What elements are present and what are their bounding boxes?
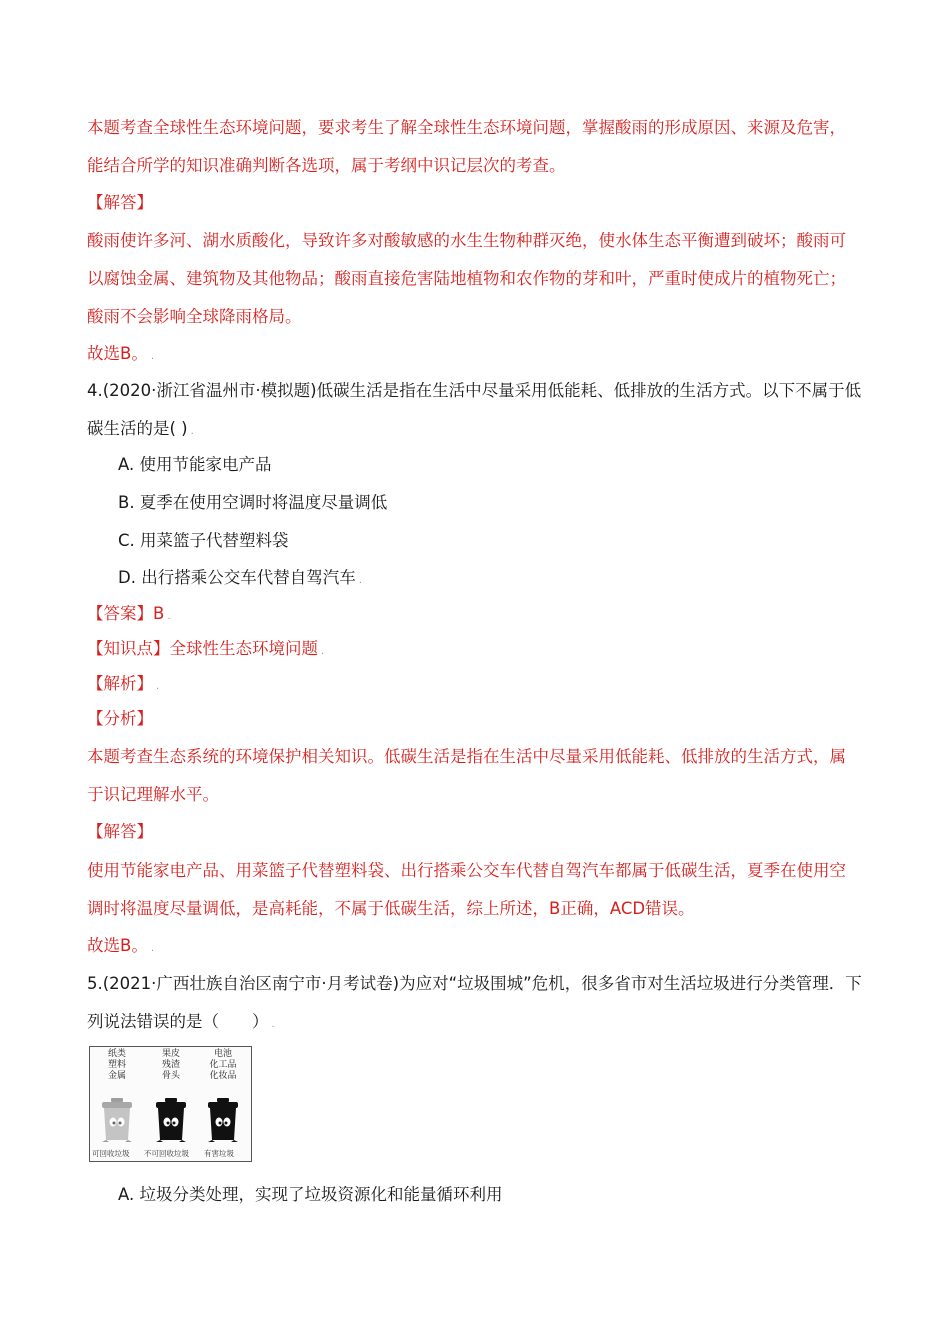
q4-analysis-label: 【分析】 bbox=[87, 709, 153, 728]
q4-explain-label: 【解析】 . bbox=[87, 674, 160, 693]
edit-mark-icon: . bbox=[156, 681, 160, 692]
q4-option-b: B. 夏季在使用空调时将温度尽量调低 bbox=[118, 493, 388, 512]
q4-answer: 【答案】B . bbox=[87, 604, 171, 623]
analysis-line: 本题考查全球性生态环境问题，要求考生了解全球性生态环境问题，掌握酸雨的形成原因、来源及危害， bbox=[87, 118, 846, 137]
bin-labels: 电池 化工品 化妆品 bbox=[209, 1049, 237, 1081]
q4-solve-line: 调时将温度尽量调低，是高耗能，不属于低碳生活，综上所述，B正确，ACD错误。 bbox=[87, 899, 695, 918]
bin-labels: 果皮 残渣 骨头 bbox=[161, 1049, 180, 1081]
garbage-bins-figure bbox=[89, 1046, 252, 1162]
q4-conclusion: 故选B。 . bbox=[87, 936, 155, 955]
q5-option-a: A. 垃圾分类处理，实现了垃圾资源化和能量循环利用 bbox=[118, 1185, 503, 1204]
recyclable-bin-icon bbox=[99, 1097, 135, 1143]
answer-line: 以腐蚀金属、建筑物及其他物品；酸雨直接危害陆地植物和农作物的芽和叶，严重时使成片的植物死亡； bbox=[87, 269, 846, 288]
q4-analysis-line: 本题考查生态系统的环境保护相关知识。低碳生活是指在生活中尽量采用低能耗、低排放的生活方式，属 bbox=[87, 747, 846, 766]
q4-analysis-line: 于识记理解水平。 bbox=[87, 785, 219, 804]
edit-mark-icon: . bbox=[190, 426, 194, 437]
bin-caption: 可回收垃圾 bbox=[92, 1149, 130, 1158]
edit-mark-icon: . bbox=[271, 1019, 275, 1030]
edit-mark-icon: . bbox=[150, 351, 155, 362]
hazardous-bin-icon bbox=[205, 1097, 241, 1143]
bin-caption: 不可回收垃圾 bbox=[144, 1149, 189, 1158]
conclusion: 故选B。 . bbox=[87, 344, 155, 363]
q4-stem: 4.(2020·浙江省温州市·模拟题)低碳生活是指在生活中尽量采用低能耗、低排放的生活方式。以下不属于低 bbox=[87, 381, 862, 400]
answer-line: 酸雨使许多河、湖水质酸化，导致许多对酸敏感的水生生物种群灭绝，使水体生态平衡遭到破坏；酸雨可 bbox=[87, 231, 846, 250]
q4-option-d: D. 出行搭乘公交车代替自驾汽车 . bbox=[118, 568, 362, 587]
q4-option-c: C. 用菜篮子代替塑料袋 bbox=[118, 531, 289, 550]
q5-stem: 5.(2021·广西壮族自治区南宁市·月考试卷)为应对“垃圾围城”危机，很多省市对生活垃圾进行分类管理．下 bbox=[87, 974, 862, 993]
q4-option-a: A. 使用节能家电产品 bbox=[118, 455, 272, 474]
edit-mark-icon: . bbox=[167, 611, 171, 622]
non-recyclable-bin-icon bbox=[153, 1097, 189, 1143]
answer-line: 酸雨不会影响全球降雨格局。 bbox=[87, 307, 302, 326]
answer-heading: 【解答】 bbox=[87, 193, 153, 212]
q5-stem: 列说法错误的是（ ） . bbox=[87, 1012, 275, 1031]
q4-solve-label: 【解答】 bbox=[87, 822, 153, 841]
edit-mark-icon: . bbox=[358, 575, 362, 586]
q4-stem: 碳生活的是( ) . bbox=[87, 419, 194, 438]
edit-mark-icon: . bbox=[321, 646, 325, 657]
q4-solve-line: 使用节能家电产品、用菜篮子代替塑料袋、出行搭乘公交车代替自驾汽车都属于低碳生活，夏季在使用空 bbox=[87, 861, 846, 880]
bin-caption: 有害垃圾 bbox=[204, 1149, 234, 1158]
bin-labels: 纸类 塑料 金属 bbox=[107, 1049, 126, 1081]
analysis-line: 能结合所学的知识准确判断各选项，属于考纲中识记层次的考查。 bbox=[87, 156, 566, 175]
q4-knowledge: 【知识点】全球性生态环境问题 . bbox=[87, 639, 325, 658]
edit-mark-icon: . bbox=[150, 943, 155, 954]
